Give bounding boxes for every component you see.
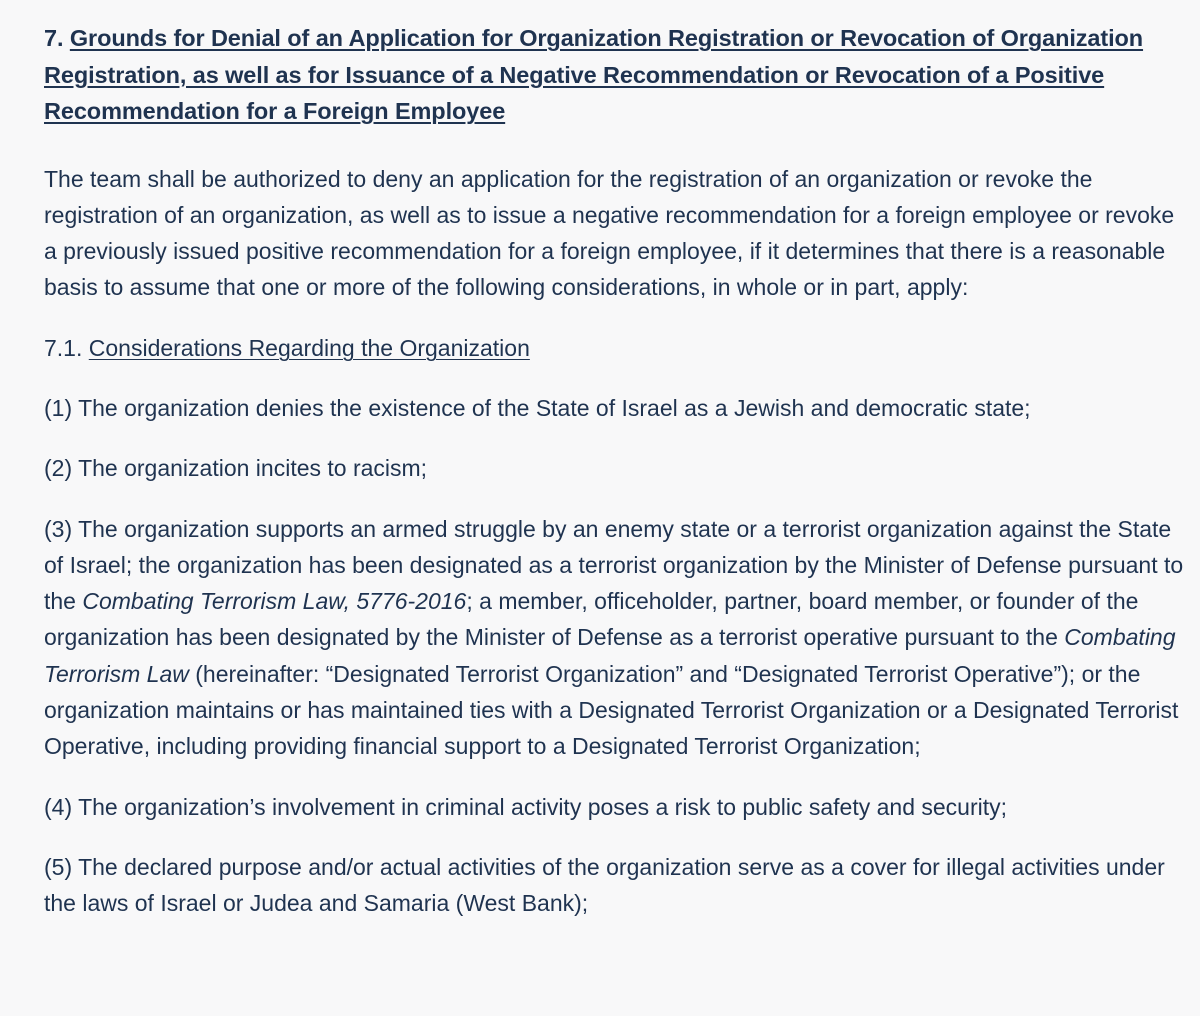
list-item-3-text-b: ; a member, officeholder, partner, board member, or founder of the organization has been designated by the Minister of Defense as a terrorist operative pursuant to the: [44, 588, 1139, 651]
list-item-3-text-a: (3) The organization supports an armed struggle by an enemy state or a terrorist organization against the State of Israel; the organization has been designated as a terrorist organization by the Minister of Defense pursuant to the: [44, 515, 1184, 615]
list-item-2: (2) The organization incites to racism;: [44, 455, 428, 482]
intro-paragraph: The team shall be authorized to deny an application for the registration of an organization or revoke the registration of an organization, as well as to issue a negative recommendation for a foreign employee or revoke a previously issued positive recommendation for a foreign employee, if it determines that there is a reasonable basis to assume that one or more of the following considerations, in whole or in part, apply:: [44, 165, 1175, 301]
list-item-5: (5) The declared purpose and/or actual activities of the organization serve as a cover for illegal activities under the laws of Israel or Judea and Samaria (West Bank);: [44, 853, 1165, 917]
list-item-1: (1) The organization denies the existence of the State of Israel as a Jewish and democratic state;: [44, 394, 1031, 421]
section-title-link[interactable]: Grounds for Denial of an Application for Organization Registration or Revocation of Organization Registration, as well as for Issuance of a Negative Recommendation or Revocation of a Positive Recommendation for a Foreign Employee: [44, 25, 1144, 124]
section-heading: [44, 20, 1192, 130]
list-item-3-text-c: (hereinafter: “Designated Terrorist Organization” and “Designated Terrorist Operative”); or the organization maintains or has maintained ties with a Designated Terrorist Organization or a Designated Terrorist Operative, including providing financial support to a Designated Terrorist Organization;: [44, 660, 1179, 760]
law-citation-full: Combating Terrorism Law, 5776-2016: [82, 588, 467, 615]
law-citation-short: Combating Terrorism Law: [44, 624, 1176, 687]
subsection-number: 7.1.: [44, 334, 83, 361]
subsection-title-link[interactable]: Considerations Regarding the Organization: [88, 334, 530, 361]
subsection-heading: [44, 330, 1192, 366]
list-item-4: (4) The organization’s involvement in criminal activity poses a risk to public safety and security;: [44, 793, 1008, 820]
list-item-3: [44, 511, 1192, 765]
section-number: 7.: [44, 25, 64, 51]
